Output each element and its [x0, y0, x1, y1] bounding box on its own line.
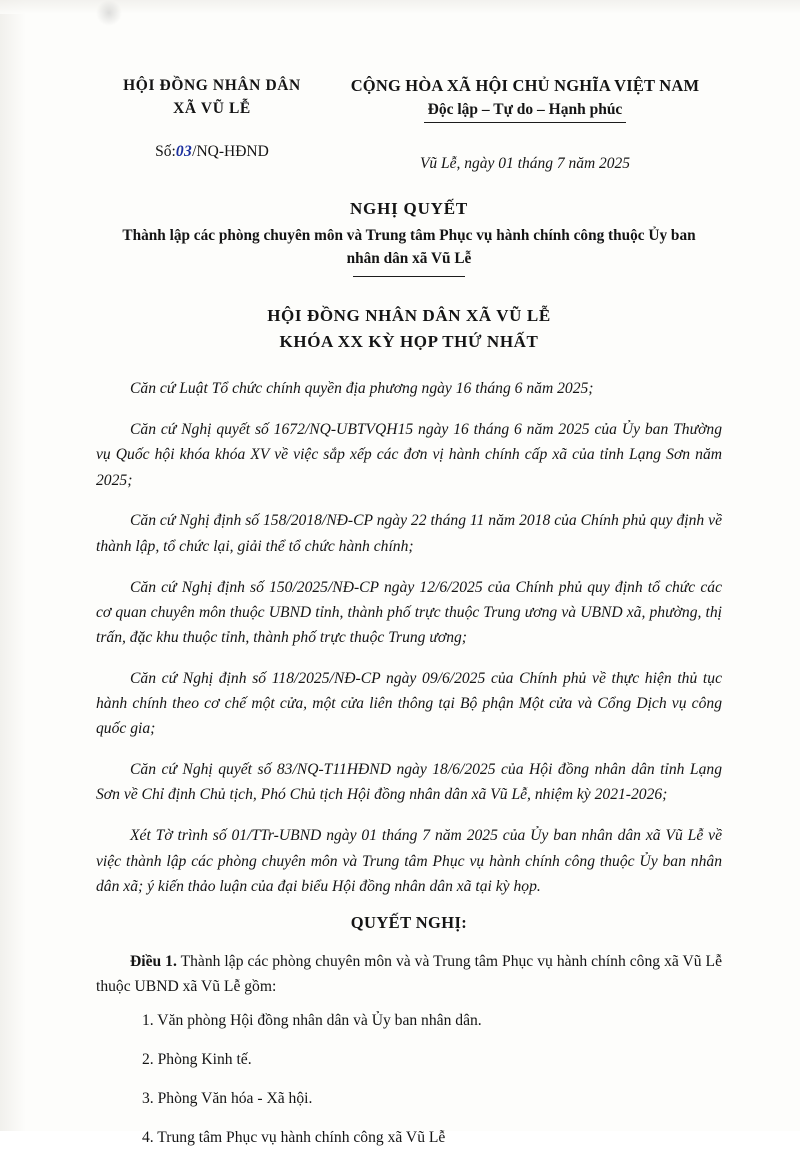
preamble-block — [96, 376, 722, 1151]
document-title-block — [96, 199, 722, 277]
resolve-heading: QUYẾT NGHỊ: — [350, 913, 468, 933]
preamble-paragraph: Căn cứ Nghị quyết số 83/NQ-T11HĐND ngày 18/6/2025 của Hội đồng nhân dân tỉnh Lạng Sơn về Chỉ định Chủ tịch, Phó Chủ tịch Hội đồng nhân dân xã Vũ Lễ, nhiệm kỳ 2021-2026; — [96, 761, 722, 804]
document-kind: NGHỊ QUYẾT — [349, 199, 469, 219]
document-number-prefix: Số: — [155, 143, 176, 161]
preamble-paragraph: Căn cứ Nghị quyết số 1672/NQ-UBTVQH15 ngày 16 tháng 6 năm 2025 của Ủy ban Thường vụ Quốc hội khóa khóa XV về việc sắp xếp các đơn vị hành chính cấp xã của tỉnh Lạng Sơn năm 2025; — [96, 421, 722, 489]
list-item: 4. Trung tâm Phục vụ hành chính công xã Vũ Lễ — [142, 1128, 446, 1146]
preamble-paragraph: Căn cứ Nghị định số 118/2025/NĐ-CP ngày 09/6/2025 của Chính phủ về thực hiện thủ tục hành chính theo cơ chế một cửa, một cửa liên thông tại Bộ phận Một cửa và Cổng Dịch vụ công quốc gia; — [96, 669, 722, 738]
scan-edge-shadow — [0, 0, 26, 1131]
preamble-paragraph: Căn cứ Nghị định số 150/2025/NĐ-CP ngày 12/6/2025 của Chính phủ quy định tổ chức các cơ quan chuyên môn thuộc UBND tỉnh, thành phố trực thuộc Trung ương và UBND xã, phường, thị trấn, đặc khu thuộc tỉnh, thành phố trực thuộc Trung ương; — [96, 578, 722, 647]
preamble-paragraph: Căn cứ Luật Tổ chức chính quyền địa phương ngày 16 tháng 6 năm 2025; — [130, 380, 594, 398]
issuing-authority — [96, 60, 328, 121]
list-item: 2. Phòng Kinh tế. — [142, 1051, 252, 1069]
national-motto: Độc lập – Tự do – Hạnh phúc — [424, 98, 627, 123]
list-item: 1. Văn phòng Hội đồng nhân dân và Ủy ban nhân dân. — [142, 1012, 482, 1030]
council-session: KHÓA XX KỲ HỌP THỨ NHẤT — [279, 331, 539, 351]
document-number-suffix: /NQ-HĐND — [192, 143, 269, 161]
national-heading — [328, 60, 722, 123]
national-title: CỘNG HÒA XÃ HỘI CHỦ NGHĨA VIỆT NAM — [350, 76, 700, 95]
authority-line-1: HỘI ĐỒNG NHÂN DÂN — [123, 77, 301, 94]
title-underline-rule — [353, 276, 465, 277]
place-and-date: Vũ Lễ, ngày 01 tháng 7 năm 2025 — [419, 155, 631, 173]
document-number-handwritten-value: 03 — [175, 143, 193, 161]
council-block — [96, 303, 722, 354]
article-1-text: Thành lập các phòng chuyên môn và và Trung tâm Phục vụ hành chính công xã Vũ Lễ thuộc UBND xã Vũ Lễ gồm: — [96, 952, 723, 995]
scan-smudge-mark — [96, 0, 122, 26]
council-name: HỘI ĐỒNG NHÂN DÂN XÃ VŨ LỄ — [267, 306, 551, 326]
list-item: 3. Phòng Văn hóa - Xã hội. — [142, 1090, 313, 1108]
document-header — [96, 60, 722, 123]
document-subject: Thành lập các phòng chuyên môn và Trung tâm Phục vụ hành chính công thuộc Ủy ban nhân dân xã Vũ Lễ — [122, 227, 696, 268]
preamble-paragraph: Căn cứ Nghị định số 158/2018/NĐ-CP ngày 22 tháng 11 năm 2018 của Chính phủ quy định về thành lập, tổ chức lại, giải thể tổ chức hành chính; — [96, 512, 722, 555]
document-subheader — [96, 143, 722, 173]
preamble-paragraph: Xét Tờ trình số 01/TTr-UBND ngày 01 tháng 7 năm 2025 của Ủy ban nhân dân xã Vũ Lễ về việc thành lập các phòng chuyên môn và Trung tâm Phục vụ hành chính công thuộc Ủy ban nhân dân xã; ý kiến thảo luận của đại biểu Hội đồng nhân dân xã tại kỳ họp. — [96, 827, 722, 895]
document-number — [96, 143, 328, 161]
authority-line-2: XÃ VŨ LỄ — [173, 100, 251, 118]
document-content — [96, 60, 722, 1165]
article-1-label: Điều 1. — [130, 952, 177, 970]
article-1 — [96, 949, 722, 1000]
